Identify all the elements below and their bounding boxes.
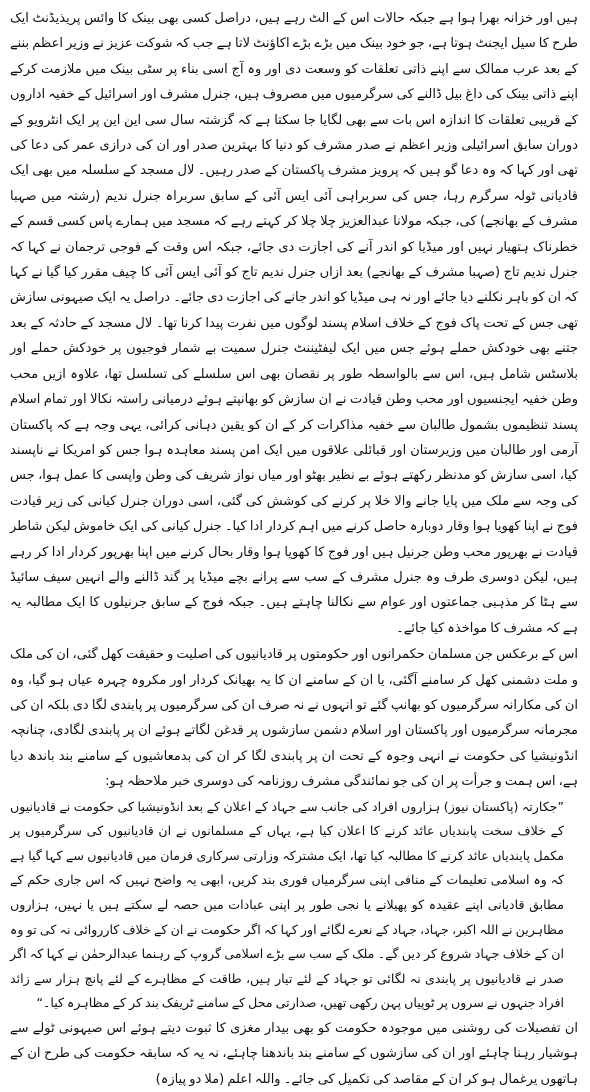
article-paragraph-1: ہیں اور خزانہ بھرا ہوا ہے جبکہ حالات اس کے الٹ رہے ہیں، دراصل کسی بھی بینک کا وائس پریذیڈنٹ ایک طرح کا سیل ایجنٹ ہوتا ہے، جو خود بینک میں بڑے بڑے اکاؤنٹ لاتا ہے جب کہ شوکت عزیز نے وزیر اعظم بننے کے بعد عرب ممالک سے اپنے ذاتی تعلقات کو وسعت دی اور وہ آج اسی بناء پر سٹی بینک میں ملازمت کرکے اپنے ذاتی بینک کی داغ بیل ڈالنے کی سرگرمیوں میں مصروف ہیں، جنرل مشرف اور اسرائیل کے خفیہ اداروں کے قریبی تعلقات کا اندازہ اس بات سے بھی لگایا جا سکتا ہے کہ گزشتہ سال سی این این پر ایک انٹرویو کے دوران سابق اسرائیلی وزیر اعظم نے صدر مشرف کو دنیا کا بہترین صدر اور ان کی درازی عمر کی دعا کی تھی اور کہا کہ وہ دعا گو ہیں کہ پرویز مشرف پاکستان کے صدر رہیں۔ لال مسجد کے سلسلہ میں بھی ایک قادیانی ٹولہ سرگرم رہا، جس کی سربراہی آئی ایس آئی کے سابق سربراہ جنرل ندیم (رشتہ میں صہبا مشرف کے بھانجے) کی، جبکہ مولانا عبدالعزیز چلا چلا کر کہتے رہے کہ مسجد میں ہمارے پاس کسی قسم کے خطرناک ہتھیار نہیں اور میڈیا کو اندر آنے کی اجازت دی جائے، جبکہ اس وقت کے فوجی ترجمان نے کہا کہ جنرل ندیم تاج (صہبا مشرف کے بھانجے) بعد ازاں جنرل ندیم تاج کو آئی ایس آئی کا چیف مقرر کیا گیا نے کہا کہ ان کو باہر نکلنے دیا جائے اور نہ ہی میڈیا کو اندر جانے کی اجازت دی جائے۔ دراصل یہ ایک صیہونی سازش تھی جس کے تحت پاک فوج کے خلاف اسلام پسند لوگوں میں نفرت پیدا کرنا تھا۔ لال مسجد کے حادثہ کے بعد جتنے بھی خودکش حملے ہوئے جس میں ایک لیفٹیننٹ جنرل سمیت بے شمار فوجیوں پر خودکش حملے اور بلاسٹس شامل ہیں، اس سے بالواسطہ طور پر نقصان بھی اس سلسلے کی تسلسل تھا، علاوہ ازیں محب وطن خفیہ ایجنسیوں اور محب وطن قیادت نے ان سازش کو بھانپتے ہوئے درمیانی راستہ نکالا اور تمام اسلام پسند تنظیموں بشمول طالبان سے خفیہ مذاکرات کر کے ان کو یقین دہانی کرائی، یہی وجہ ہے کہ پاکستان آرمی اور طالبان میں وزیرستان اور قبائلی علاقوں میں ایک امن پسند معاہدہ ہوا جس کو امریکا نے ناپسند کیا، اسی سازش کو مدنظر رکھتے ہوئے بے نظیر بھٹو اور میاں نواز شریف کی وطن واپسی کا عمل ہوا، جس کی وجہ سے ملک میں پایا جانے والا خلا پر کرنے کی کوشش کی گئی، اسی دوران جنرل کیانی کی زیر قیادت فوج نے اپنا کھویا ہوا وقار دوبارہ حاصل کرنے میں اہم کردار ادا کیا۔ جنرل کیانی کی ایک خاموش لیکن شاطر قیادت نے بھرپور محب وطن جرنیل ہیں اور فوج کا کھویا ہوا وقار بحال کرنے میں اپنا بھرپور کردار ادا کر رہے ہیں، لیکن دوسری طرف وہ جنرل مشرف کے سب سے پرانے بچے میڈیا پر گند ڈالنے والے انہیں سیف سائیڈ سے ہٹا کر مذہبی جماعتوں اور عوام سے نکالنا چاہتے ہیں۔ جبکہ فوج کے سابق جرنیلوں کا ایک مطالبہ یہ ہے کہ مشرف کا مواخذہ کیا جائے۔ — [10, 11, 578, 636]
article-paragraph-2: اس کے برعکس جن مسلمان حکمرانوں اور حکومتوں پر قادیانیوں کی اصلیت و حقیقت کھل گئی، ان کی ملک و ملت دشمنی کھل کر سامنے آگئی، یا ان کے سامنے ان کا یہ بھیانک کردار اور مکروہ چہرہ عیاں ہو گیا، وہ ان کی مکارانہ سرگرمیوں کو بھانپ گئے تو انہوں نے نہ صرف ان کی سرگرمیوں پر پابندی لگا دی بلکہ ان کی مجرمانہ سرگرمیوں اور پاکستان اور اسلام دشمن سازشوں پر قدغن لگاتے ہوئے ان پر پابندی لگادی، چنانچہ انڈونیشیا کی حکومت نے انہی وجوہ کے تحت ان پر پابندی لگا کر ان کی بدمعاشیوں کے سامنے بند باندھ دیا ہے، اس ہمت و جرأت پر ان کی جو نمائندگی مشرف روزنامہ کی دوسری خبر ملاحظہ ہو: — [10, 647, 578, 790]
article-paragraph-3: ان تفصیلات کی روشنی میں موجودہ حکومت کو بھی بیدار مغزی کا ثبوت دیتے ہوئے اس صیہونی ٹولے سے ہوشیار رہنا چاہئے اور ان کی سازشوں کے سامنے بند باندھنا چاہئے، نہ یہ کہ سابقہ حکومت کی طرح ان کے ہاتھوں یرغمال ہو کر ان کے مقاصد کی تکمیل کی جائے۔ واللہ اعلم (ملا دو پیازہ) — [10, 1020, 578, 1087]
news-quote-jakarta: ”جکارتہ (پاکستان نیوز) ہزاروں افراد کی جانب سے جہاد کے اعلان کے بعد انڈونیشیا کی حکومت نے قادیانیوں کے خلاف سخت پابندیاں عائد کرنے کا اعلان کیا ہے، یہاں کے مسلمانوں نے ان قادیانیوں کی سرگرمیوں پر مکمل پابندیاں عائد کرنے کا مطالبہ کیا تھا، ایک مشترکہ وزارتی سرکاری فرمان میں قادیانیوں سے کہا گیا ہے کہ وہ اسلامی تعلیمات کے منافی اپنی سرگرمیاں فوری بند کریں، ابھی یہ واضح نہیں کہ اس جاری حکم کے مطابق قادیانی اپنے عقیدہ کو پھیلانے یا نجی طور پر اپنی عبادات میں حصہ لے سکتے ہیں یا نہیں، ہزاروں مظاہرین نے اللہ اکبر، جہاد، جہاد کے نعرے لگائے اور کہا کہ اگر حکومت نے ان کے خلاف کارروائی نہ کی تو وہ ان کے خلاف جہاد شروع کر دیں گے۔ ملک کے سب سے بڑے اسلامی گروپ کے رہنما عبدالرحمٰن نے کہا کہ اگر صدر نے قادیانیوں پر پابندی نہ لگائی تو جہاد کے لئے تیار ہیں، طاقت کے مظاہرے کے لئے پانچ ہزار سے زائد افراد جنہوں نے سروں پر ٹوپیاں پہن رکھی تھیں، صدارتی محل کے سامنے ٹریفک بند کر کے مظاہرہ کیا۔“ — [10, 798, 564, 1011]
